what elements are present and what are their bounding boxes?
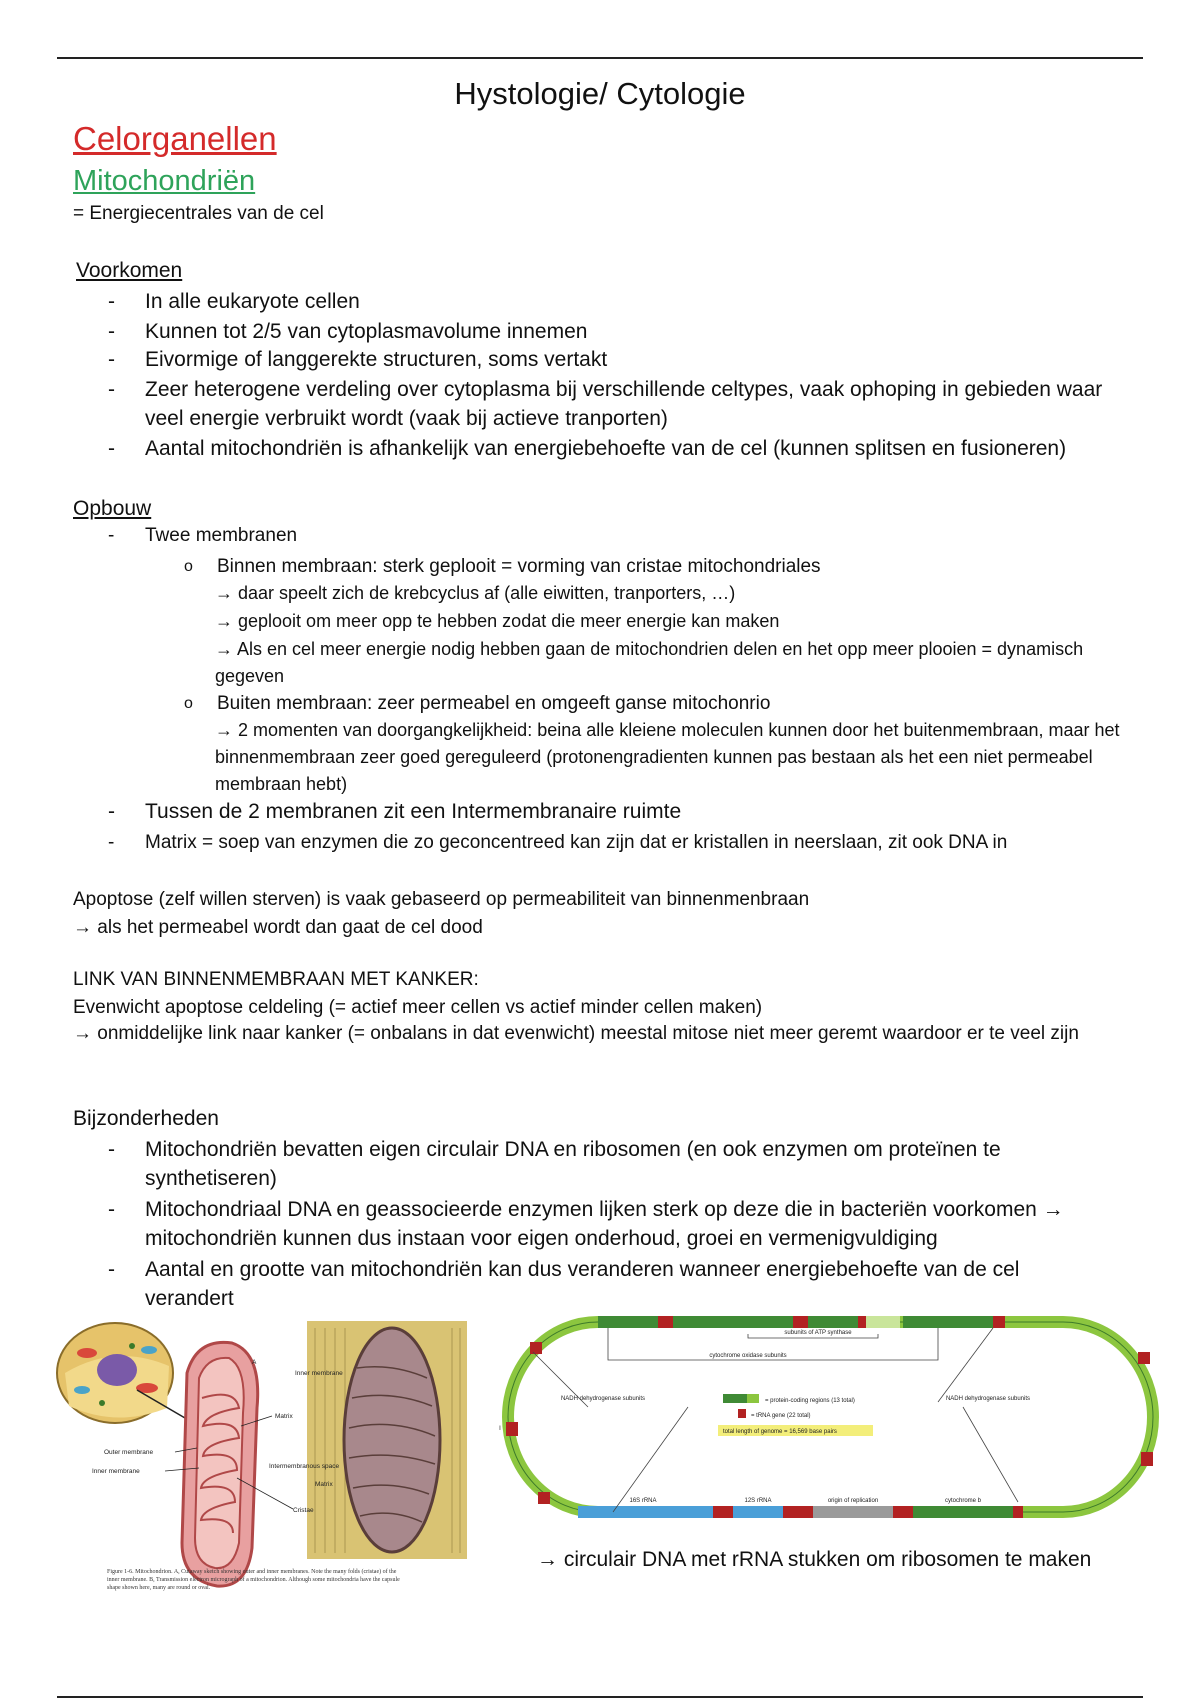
list-item: - Aantal en grootte van mitochondriën kan dus veranderen wanneer energiebehoefte van de cel verandert [145, 1255, 1085, 1313]
mitochondrion-cutaway [182, 1342, 258, 1586]
label-16s-rrna: 16S rRNA [629, 1498, 657, 1504]
sub-item-buiten: o Buiten membraan: zeer permeabel en omgeeft ganse mitochonrio [217, 690, 1117, 717]
mtdna-map [499, 1312, 1153, 1522]
genome-ring [508, 1322, 1153, 1512]
legend-trna: = tRNA gene (22 total) [751, 1413, 811, 1419]
top-rule [57, 57, 1143, 59]
kanker-line: → onmiddelijke link naar kanker (= onbalans in dat evenwicht) meestal mitose niet meer geremt waardoor er te veel zijn [73, 1023, 1079, 1044]
mitochondrion-figure [57, 1318, 502, 1618]
figure-caption: → circulair DNA met rRNA stukken om ribosomen te maken [537, 1548, 1092, 1571]
label-atp-synthase: subunits of ATP synthase [784, 1330, 852, 1336]
apoptose-line: Apoptose (zelf willen sterven) is vaak gebaseerd op permeabiliteit van binnenmenbraan [73, 889, 810, 910]
list-item: - Mitochondriën bevatten eigen circulair DNA en ribosomen (en ook enzymen om proteïnen te synthetiseren) [145, 1135, 1090, 1193]
legend-protein-coding: = protein-coding regions (13 total) [765, 1398, 855, 1404]
definition: = Energiecentrales van de cel [73, 203, 324, 224]
label-12s-rrna: 12S rRNA [744, 1498, 772, 1504]
list-item: - Eivormige of langgerekte structuren, soms vertakt [145, 345, 1135, 374]
tem-micrograph [307, 1321, 467, 1559]
list-item: - Mitochondriaal DNA en geassocieerde enzymen lijken sterk op deze die in bacteriën voorkomen → mitochondriën kunnen dus instaan voor eigen onderhoud, groei en vermenigvuldiging [145, 1195, 1135, 1253]
kanker-heading: LINK VAN BINNENMEMBRAAN MET KANKER: [73, 969, 479, 990]
opbouw-heading: Opbouw [73, 497, 152, 520]
voorkomen-heading: Voorkomen [76, 259, 183, 282]
label-origin-of-replication: origin of replication [827, 1498, 879, 1504]
bijzonderheden-heading: Bijzonderheden [73, 1107, 219, 1130]
list-item: - In alle eukaryote cellen [145, 287, 1135, 316]
label-matrix-2: Matrix [315, 1481, 333, 1488]
section-heading: Celorganellen [73, 120, 277, 157]
buiten-line: → 2 momenten van doorgangkelijkheid: beina alle kleiene moleculen kunnen door het buitenmembraan, maar het binnenmembraan zeer goed gereguleerd (protonengradienten kunnen pas bestaan als het een niet permeabel membraan hebt) [215, 720, 1120, 794]
figure-caption-small: Figure 1-6. Mitochondrion. A, Cutaway sketch showing outer and inner membranes. Note the many folds (cristae) of the inner membrane. B, Transmission electron micrograph of a mitochondrion. Although some mitochondria have the capsule shape shown here, many are round or oval. [107, 1569, 400, 1591]
binnen-line: → Als en cel meer energie nodig hebben gaan de mitochondrien delen en het opp meer plooien = dynamisch gegeven [215, 639, 1084, 686]
cell-cutaway-illustration [57, 1323, 173, 1423]
list-item: - Tussen de 2 membranen zit een Intermembranaire ruimte [145, 797, 1135, 826]
list-item: - Kunnen tot 2/5 van cytoplasmavolume innemen [145, 317, 1135, 346]
list-item: - Aantal mitochondriën is afhankelijk van energiebehoefte van de cel (kunnen splitsen en fusioneren) [145, 434, 1135, 463]
subsection-heading: Mitochondriën [73, 165, 256, 197]
sub-item-binnen: o Binnen membraan: sterk geplooit = vorming van cristae mitochondriales [217, 553, 1117, 580]
map-legend [718, 1394, 873, 1436]
legend-total-length: total length of genome = 16,569 base pairs [723, 1429, 837, 1435]
label-inner-membrane: Inner membrane [295, 1370, 343, 1377]
list-item: - Zeer heterogene verdeling over cytoplasma bij verschillende celtypes, vaak ophoping in gebieden waar veel energie verbruikt wordt (vaak bij actieve tranporten) [145, 375, 1135, 433]
label-outer-membrane: Outer membrane [104, 1449, 154, 1456]
label-nadh-right: NADH dehydrogenase subunits [945, 1396, 1031, 1402]
apoptose-line: → als het permeabel wordt dan gaat de cel dood [73, 917, 483, 938]
label-a: A [252, 1359, 257, 1366]
label-i: I [499, 1426, 501, 1432]
label-cytochrome-oxidase: cytochrome oxidase subunits [709, 1353, 787, 1359]
binnen-line: → geplooit om meer opp te hebben zodat die meer energie kan maken [215, 611, 780, 631]
label-intermembrane-space: Intermembranous space [269, 1463, 340, 1470]
list-item: - Matrix = soep van enzymen die zo geconcentreed kan zijn dat er kristallen in neerslaan, zit ook DNA in [145, 829, 1135, 857]
list-item: - Twee membranen [145, 522, 1135, 550]
label-matrix: Matrix [275, 1413, 293, 1420]
page-title: Hystologie/ Cytologie [454, 76, 746, 111]
label-cytochrome-b: cytochrome b [944, 1498, 982, 1504]
label-inner-membrane-2: Inner membrane [92, 1468, 140, 1475]
kanker-line: Evenwicht apoptose celdeling (= actief meer cellen vs actief minder cellen maken) [73, 997, 763, 1018]
label-nadh-left: NADH dehydrogenase subunits [560, 1396, 646, 1402]
bottom-rule [57, 1696, 1143, 1698]
label-cristae: Cristae [293, 1507, 314, 1514]
binnen-line: → daar speelt zich de krebcyclus af (alle eiwitten, tranporters, …) [215, 583, 736, 603]
